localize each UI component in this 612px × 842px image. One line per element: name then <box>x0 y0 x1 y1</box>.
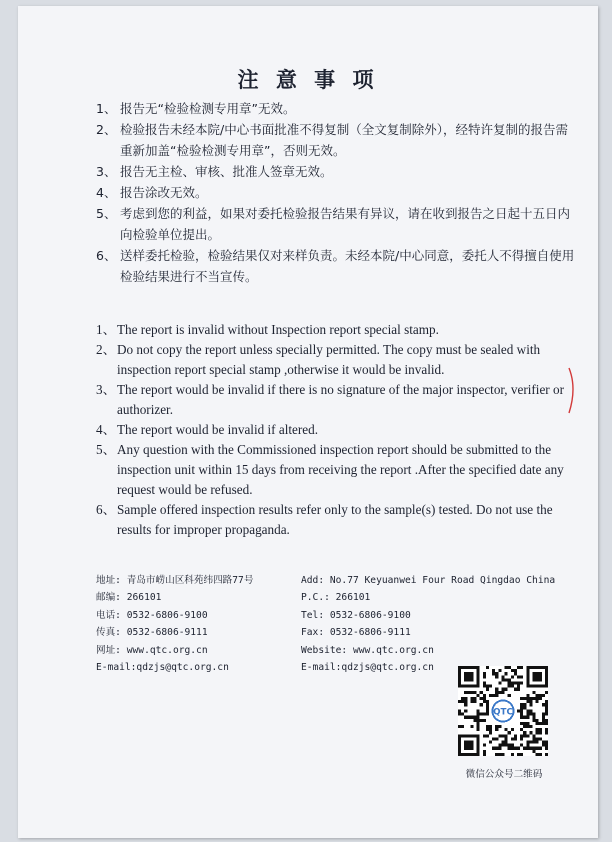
english-notice-list <box>96 320 566 540</box>
contact-row-website: 网址: www.qtc.org.cn Website: www.qtc.org.cn <box>96 644 434 656</box>
contact-row-address: 地址: 青岛市崂山区科苑纬四路77号 Add: No.77 Keyuanwei Four Road Qingdao China <box>96 575 556 586</box>
page-title: 注 意 事 项 <box>237 68 379 92</box>
list-item: 2、 检验报告未经本院/中心书面批准不得复制（全文复制除外），经特许复制的报告需重新加盖“检验检测专用章”，否则无效。 <box>96 122 568 158</box>
red-pen-mark <box>566 366 578 416</box>
document-page <box>18 6 598 838</box>
list-item: 6、 Sample offered inspection results refer only to the sample(s) tested. Do not use the results for improper propaganda. <box>96 502 553 537</box>
list-item: 5、 考虑到您的利益，如果对委托检验报告结果有异议，请在收到报告之日起十五日内向检验单位提出。 <box>96 206 571 242</box>
chinese-notice-list <box>96 98 576 287</box>
contact-row-phone: 电话: 0532-6806-9100 Tel: 0532-6806-9100 <box>96 609 411 621</box>
list-item: 1、 报告无“检验检测专用章”无效。 <box>96 101 296 116</box>
list-item: 4、 The report would be invalid if altered. <box>96 422 319 437</box>
contact-row-fax: 传真: 0532-6806-9111 Fax: 0532-6806-9111 <box>96 627 411 639</box>
list-item: 2、 Do not copy the report unless specially permitted. The copy must be sealed with inspection report special stamp ,otherwise it would be invalid. <box>96 342 541 377</box>
wechat-qr-code <box>458 666 548 756</box>
contact-row-postcode: 邮编: 266101 P.C.: 266101 <box>96 592 371 604</box>
list-item: 3、 报告无主检、审核、批准人签章无效。 <box>96 164 333 179</box>
list-item: 1、 The report is invalid without Inspection report special stamp. <box>96 322 439 337</box>
contact-row-email: E-mail:qdzjs@qtc.org.cn E-mail:qdzjs@qtc.org.cn <box>96 662 434 674</box>
list-item: 4、 报告涂改无效。 <box>96 185 208 200</box>
list-item: 5、 Any question with the Commissioned inspection report should be submitted to the inspection unit within 15 days from receiving the report .After the specified date any request would be refused. <box>96 442 564 497</box>
qr-caption: 微信公众号二维码 <box>465 769 543 780</box>
list-item: 3、 The report would be invalid if there is no signature of the major inspector, verifier or authorizer. <box>96 382 564 417</box>
qtc-logo-text: QTC <box>493 707 513 718</box>
contact-info <box>96 572 596 676</box>
list-item: 6、 送样委托检验，检验结果仅对来样负责。未经本院/中心同意，委托人不得擅自使用检验结果进行不当宣传。 <box>96 248 575 284</box>
